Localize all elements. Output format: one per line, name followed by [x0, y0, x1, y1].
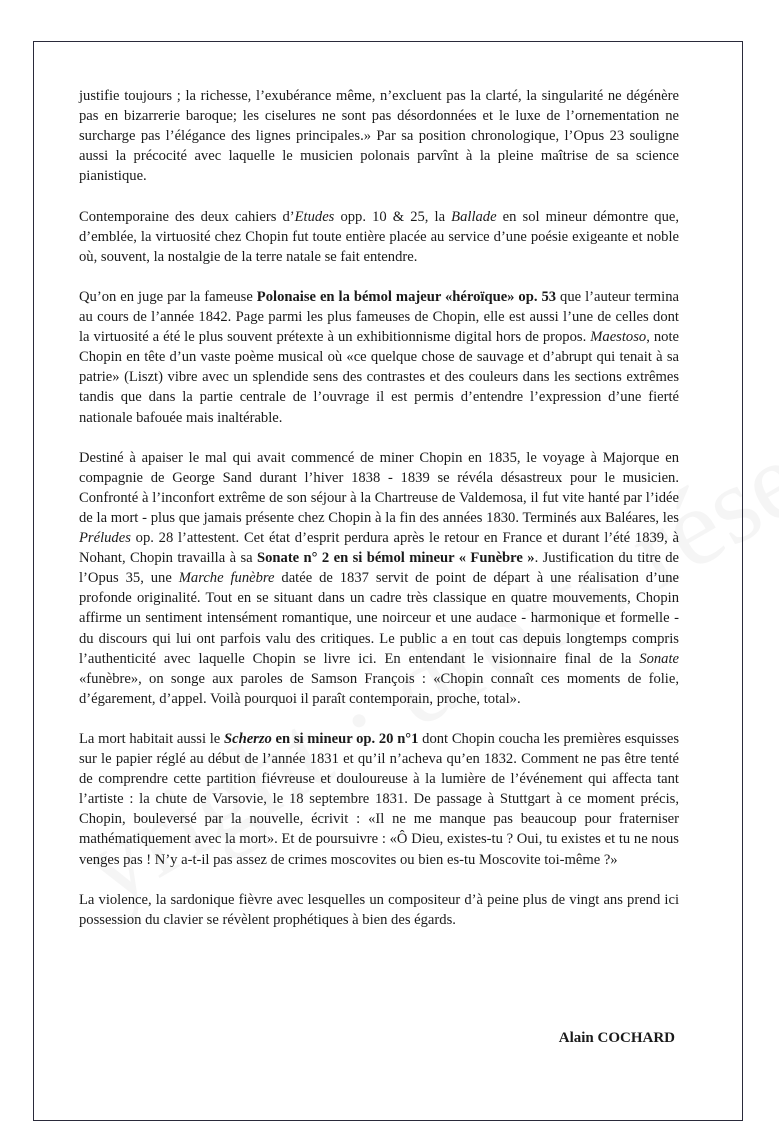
emphasized-text: Sonate [639, 650, 679, 667]
paragraph [79, 448, 679, 709]
paragraph [79, 890, 679, 930]
text-run: datée de 1837 servit de point de départ à une réalisation d’une profonde originalité. Tout en se situant dans un cadre très classique en quatre mouvements, Chopin affirme un sentiment intensément romantique, une noirceur et une audace - harmonique et formelle - du discours qui lui ont parfois valu des critiques. Le public a en tout cas depuis longtemps compris l’authenticité avec laquelle Chopin se livre ici. En entendant le visionnaire final de la [79, 570, 679, 667]
text-run: op. 28 l’attestent. Cet état d’esprit perdura après le retour en France et durant l’été 1839, à Nohant, Chopin travailla à sa [79, 530, 679, 567]
paragraph [79, 86, 679, 186]
emphasized-text: Ballade [451, 208, 497, 225]
text-run: en sol mineur démontre que, d’emblée, la virtuosité chez Chopin fut toute entière placée au service d’une poésie exigeante et noble où, souvent, la nostalgie de la terre natale se fait entendre. [79, 208, 679, 265]
emphasized-text: Polonaise en la bémol majeur «héroïque» op. 53 [256, 288, 557, 305]
text-run: opp. 10 & 25, la [334, 208, 452, 225]
text-run: justifie toujours ; la richesse, l’exubérance même, n’excluent pas la clarté, la singularité ne dégénère pas en bizarrerie baroque; les ciselures ne sont pas désordonnées et le luxe de l’ornementation ne surcharge pas l’élégance des lignes principales.» Par sa position chronologique, l’Opus 23 souligne aussi la précocité avec laquelle le musicien polonais parvînt à la pleine maîtrise de sa science pianistique. [79, 88, 679, 185]
emphasized-text: Maestoso [590, 329, 647, 346]
text-run: La mort habitait aussi le [79, 731, 224, 747]
emphasized-text: Sonate n° 2 en si bémol mineur « Funèbre » [257, 550, 535, 567]
text-run: Qu’on en juge par la fameuse [79, 288, 257, 305]
text-run: Contemporaine des deux cahiers d’ [79, 208, 295, 225]
text-run: que l’auteur termina au cours de l’année 1842. Page parmi les plus fameuses de Chopin, elle est aussi l’une de celles dont la virtuosité a été le plus souvent prétexte à un exhibitionnisme digital hors de propos. [79, 288, 679, 346]
text-run: La violence, la sardonique fièvre avec lesquelles un compositeur d’à peine plus de vingt ans prend ici possession du clavier se révèlent prophétiques à bien des égards. [79, 891, 679, 928]
text-run: «funèbre», on songe aux paroles de Samson François : «Chopin connaît ces moments de folie, d’égarement, d’appel. Voilà pourquoi il paraît contemporain, proche, total». [79, 670, 679, 707]
emphasized-text: Scherzo [223, 731, 272, 747]
article-body [79, 86, 679, 930]
emphasized-text: Marche funèbre [178, 570, 275, 587]
text-run: dont Chopin coucha les premières esquisses sur le papier réglé au début de l’année 1831 et qu’il n’acheva qu’en 1832. Comment ne pas être tenté de comprendre cette partition fiévreuse et douloureuse à la lumière de l’événement qui affecta tant l’artiste : la chute de Varsovie, le 18 septembre 1831. De passage à Stuttgart à ce moment précis, Chopin, bouleversé par la nouvelle, écrivit : «Il ne me manque pas beaucoup pour fraterniser mathématiquement avec la mort». Et de poursuivre : «Ô Dieu, existes-tu ? Oui, tu existes et tu ne nous venges pas ! N’y a-t-il pas assez de crimes moscovites ou bien es-tu Moscovite toi-même ?» [79, 731, 680, 868]
paragraph [79, 287, 679, 428]
emphasized-text: Préludes [79, 530, 131, 547]
text-run: Destiné à apaiser le mal qui avait commencé de miner Chopin en 1835, le voyage à Majorque en compagnie de George Sand durant l’hiver 1838 - 1839 se révéla désastreux pour le musicien. Confronté à l’inconfort extrême de son séjour à la Chartreuse de Valdemosa, il fut vite hanté par l’idée de la mort - plus que jamais présente chez Chopin à la fin des années 1830. Terminés aux Baléares, les [79, 449, 679, 526]
emphasized-text: Etudes [294, 208, 335, 225]
text-run: . Justification du titre de l’Opus 35, une [79, 550, 679, 587]
text-run: , note Chopin en tête d’un vaste poème musical où «ce quelque chose de sauvage et d’abrupt qui tenait à sa patrie» (Liszt) vibre avec un splendide sens des contrastes et des couleurs dans les sections extrêmes tandis que dans la partie centrale de l’ouvrage il est permis d’entendre l’expression d’une fierté nationale bafouée mais inaltérable. [79, 329, 679, 426]
author-signature: Alain COCHARD [558, 1030, 675, 1046]
paragraph [79, 729, 679, 870]
emphasized-text: en si mineur op. 20 n°1 [271, 731, 419, 747]
paragraph [79, 207, 679, 267]
